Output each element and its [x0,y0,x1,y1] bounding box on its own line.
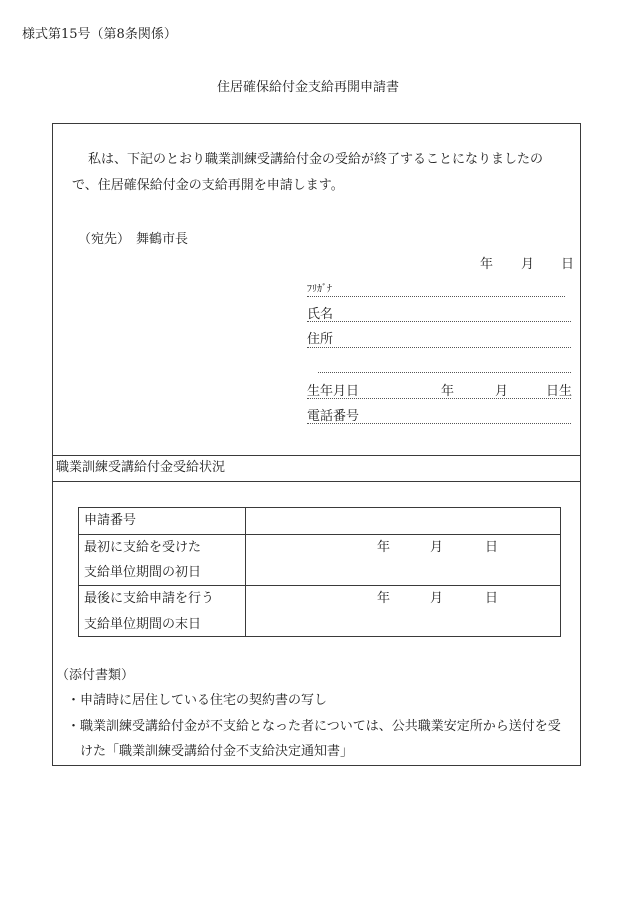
status-heading: 職業訓練受講給付金受給状況 [56,460,226,475]
table-label-cell [79,508,246,534]
attachment-item-1: 申請時に居住している住宅の契約書の写し [80,693,328,708]
last-period-label-line-1: 最後に支給申請を行う [84,591,215,606]
table-label-cell [79,586,246,637]
phone-field [307,423,571,424]
first-period-year: 年 [377,540,391,555]
status-table [78,507,561,637]
furigana-label: ﾌﾘｶﾞﾅ [307,284,332,295]
table-row [79,508,560,534]
name-field [307,321,571,322]
first-period-label-line-1: 最初に支給を受けた [84,540,202,555]
form-number: 様式第15号（第8条関係） [22,27,177,42]
addressee-label: （宛先） [78,232,131,247]
statement-line-2: で、住居確保給付金の支給再開を申請します。 [72,178,344,193]
table-label-cell [79,535,246,586]
address-field-continued [318,372,571,373]
application-date-month: 月 [521,257,535,272]
furigana-field [307,296,565,297]
last-period-label-line-2: 支給単位期間の末日 [84,617,202,632]
first-period-day: 日 [485,540,499,555]
last-period-month: 月 [430,591,444,606]
first-period-month: 月 [430,540,444,555]
application-date-year: 年 [480,257,494,272]
address-label: 住所 [307,332,334,347]
attachment-item-2-line-2: けた「職業訓練受講給付金不支給決定通知書」 [80,744,354,759]
table-row [79,534,560,586]
birthdate-day: 日生 [546,384,573,399]
birthdate-year: 年 [441,384,455,399]
last-period-day: 日 [485,591,499,606]
first-period-label-line-2: 支給単位期間の初日 [84,565,202,580]
addressee-name: 舞鶴市長 [136,232,189,247]
birthdate-month: 月 [495,384,509,399]
phone-label: 電話番号 [307,409,360,424]
section-divider [52,455,581,456]
application-number-label: 申請番号 [84,513,137,528]
attachment-bullet: ・ [67,693,81,708]
birthdate-field [307,398,571,399]
attachment-bullet: ・ [67,719,81,734]
section-divider [52,481,581,482]
statement-line-1: 私は、下記のとおり職業訓練受講給付金の受給が終了することになりましたの [88,152,544,167]
application-date-day: 日 [561,257,575,272]
attachment-item-2-line-1: 職業訓練受講給付金が不支給となった者については、公共職業安定所から送付を受 [80,719,561,734]
birthdate-label: 生年月日 [307,384,360,399]
last-period-year: 年 [377,591,391,606]
attachments-heading: （添付書類） [56,668,135,683]
form-title: 住居確保給付金支給再開申請書 [217,80,400,95]
name-label: 氏名 [307,307,334,322]
address-field [307,347,571,348]
table-row [79,585,560,637]
